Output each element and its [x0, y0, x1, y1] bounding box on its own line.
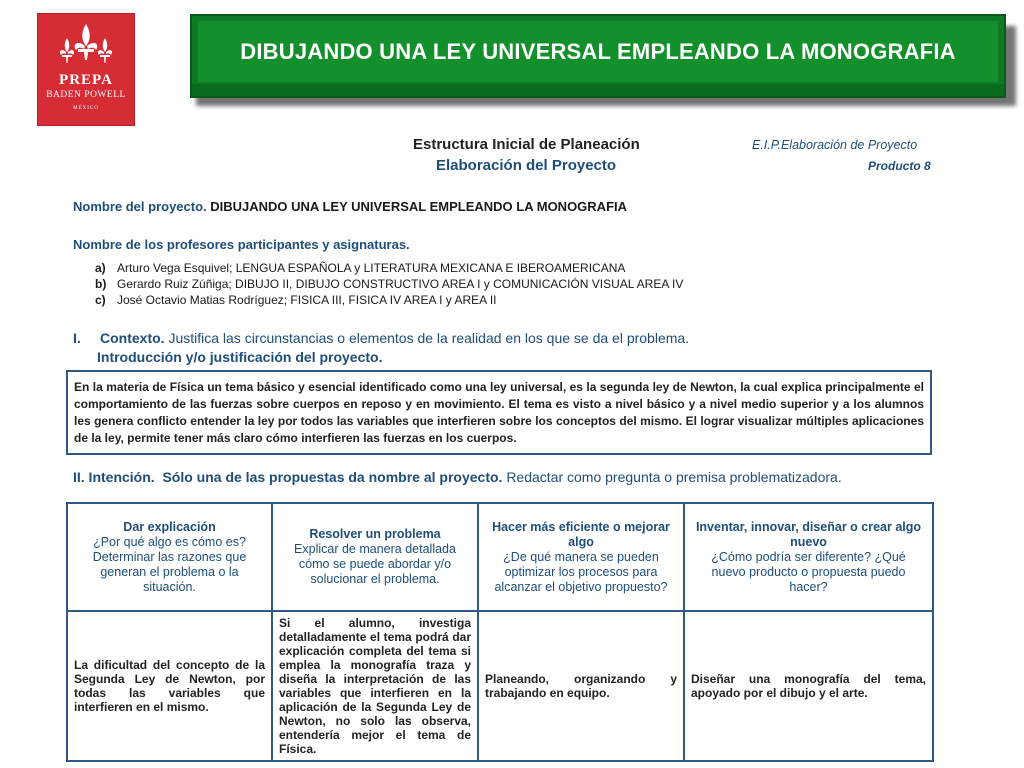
- table-header-cell: [272, 503, 478, 611]
- banner-strip: [192, 84, 1004, 96]
- project-name-line: [73, 199, 627, 214]
- banner-inner: [198, 21, 998, 82]
- header-desc: Explicar de manera detallada cómo se puede abordar y/o solucionar el problema.: [294, 542, 456, 586]
- professors-list: [95, 260, 683, 308]
- list-text: Arturo Vega Esquivel; LENGUA ESPAÑOLA y LITERATURA MEXICANA E IBEROAMERICANA: [117, 261, 626, 275]
- header-desc: ¿Por qué algo es cómo es? Determinar las razones que generan el problema o la situación.: [92, 534, 247, 594]
- project-name-value: DIBUJANDO UNA LEY UNIVERSAL EMPLEANDO LA MONOGRAFIA: [210, 199, 628, 214]
- table-cell: Si el alumno, investiga detalladamente el tema podrá dar explicación completa del tema si emplea la monografía traza y diseña la interpretación de las variables que interfieren en la aplicación de la Segunda Ley de Newton, no solo las observa, entendería mejor el tema de Física.: [272, 611, 478, 761]
- header-desc: ¿Cómo podría ser diferente? ¿Qué nuevo producto o propuesta puedo hacer?: [711, 549, 906, 594]
- document-title: Estructura Inicial de Planeación: [413, 136, 640, 153]
- list-item: [95, 260, 683, 276]
- school-logo: [38, 14, 134, 125]
- table-cell: Planeando, organizando y trabajando en equipo.: [478, 611, 684, 761]
- list-text: Gerardo Ruiz Zúñiga; DIBUJO II, DIBUJO CONSTRUCTIVO AREA I y COMUNICACIÓN VISUAL AREA IV: [117, 277, 684, 291]
- professors-heading: Nombre de los profesores participantes y asignaturas.: [73, 237, 410, 252]
- header-desc: ¿De qué manera se pueden optimizar los procesos para alcanzar el objetivo propuesto?: [494, 549, 668, 594]
- list-letter: b): [95, 277, 107, 291]
- header-title: Resolver un problema: [309, 527, 441, 541]
- list-text: José Octavio Matias Rodríguez; FISICA III, FISICA IV AREA I y AREA II: [117, 293, 497, 307]
- list-item: [95, 292, 683, 308]
- logo-text-baden-powell: BADEN POWELL: [46, 90, 126, 100]
- project-name-label: Nombre del proyecto.: [73, 199, 207, 214]
- logo-text-mexico: MÉXICO: [73, 106, 99, 111]
- table-cell: Diseñar una monografía del tema, apoyado por el dibujo y el arte.: [684, 611, 933, 761]
- context-description: Justifica las circunstancias o elementos de la realidad en los que se da el problema.: [168, 330, 690, 346]
- table-row: [67, 611, 933, 761]
- header-title: Inventar, innovar, diseñar o crear algo nuevo: [695, 519, 922, 549]
- intention-line: [73, 469, 842, 485]
- context-label: Contexto.: [100, 330, 165, 346]
- document-subtitle: Elaboración del Proyecto: [436, 157, 617, 174]
- intention-rest-text: Redactar como pregunta o premisa problematizadora.: [506, 469, 842, 485]
- table-header-cell: [684, 503, 933, 611]
- banner-title: DIBUJANDO UNA LEY UNIVERSAL EMPLEANDO LA MONOGRAFIA: [240, 38, 956, 64]
- table-header-cell: [67, 503, 272, 611]
- table-header-cell: [478, 503, 684, 611]
- table-cell: La dificultad del concepto de la Segunda Ley de Newton, por todas las variables que interfieren en el mismo.: [67, 611, 272, 761]
- context-line: [73, 330, 689, 346]
- list-letter: a): [95, 261, 106, 275]
- proposals-table: [66, 502, 934, 762]
- fleur-de-lis-icon: [54, 20, 118, 72]
- header-title: Dar explicación: [123, 519, 216, 534]
- list-item: [95, 276, 683, 292]
- intention-bold-text: Sólo una de las propuestas da nombre al proyecto.: [162, 469, 503, 485]
- table-header-row: [67, 503, 933, 611]
- intro-heading: Introducción y/o justificación del proyecto.: [97, 349, 383, 365]
- justification-box: [66, 370, 932, 455]
- section-number: I.: [73, 330, 81, 346]
- product-number: Producto 8: [868, 159, 931, 173]
- title-banner: [190, 14, 1006, 98]
- list-letter: c): [95, 293, 106, 307]
- header-title: Hacer más eficiente o mejorar algo: [492, 519, 670, 549]
- justification-paragraph: En la materia de Física un tema básico y esencial identificado como una ley universal, es la segunda ley de Newton, la cual explica principalmente el comportamiento de las fuerzas sobre cuerpos en reposo y en movimiento. El tema es visto a nivel básico y a nivel medio superior y a los alumnos les genera conflicto entender la ley por todos las variables que interfieren sobre los conceptos del mismo. El lograr visualizar múltiples aplicaciones de la ley, permite tener más claro cómo interfieren las fuerzas en los cuerpos.: [74, 380, 924, 445]
- intention-label: II. Intención.: [73, 469, 155, 485]
- logo-text-prepa: PREPA: [59, 72, 113, 88]
- document-code: E.I.P.Elaboración de Proyecto: [752, 138, 918, 152]
